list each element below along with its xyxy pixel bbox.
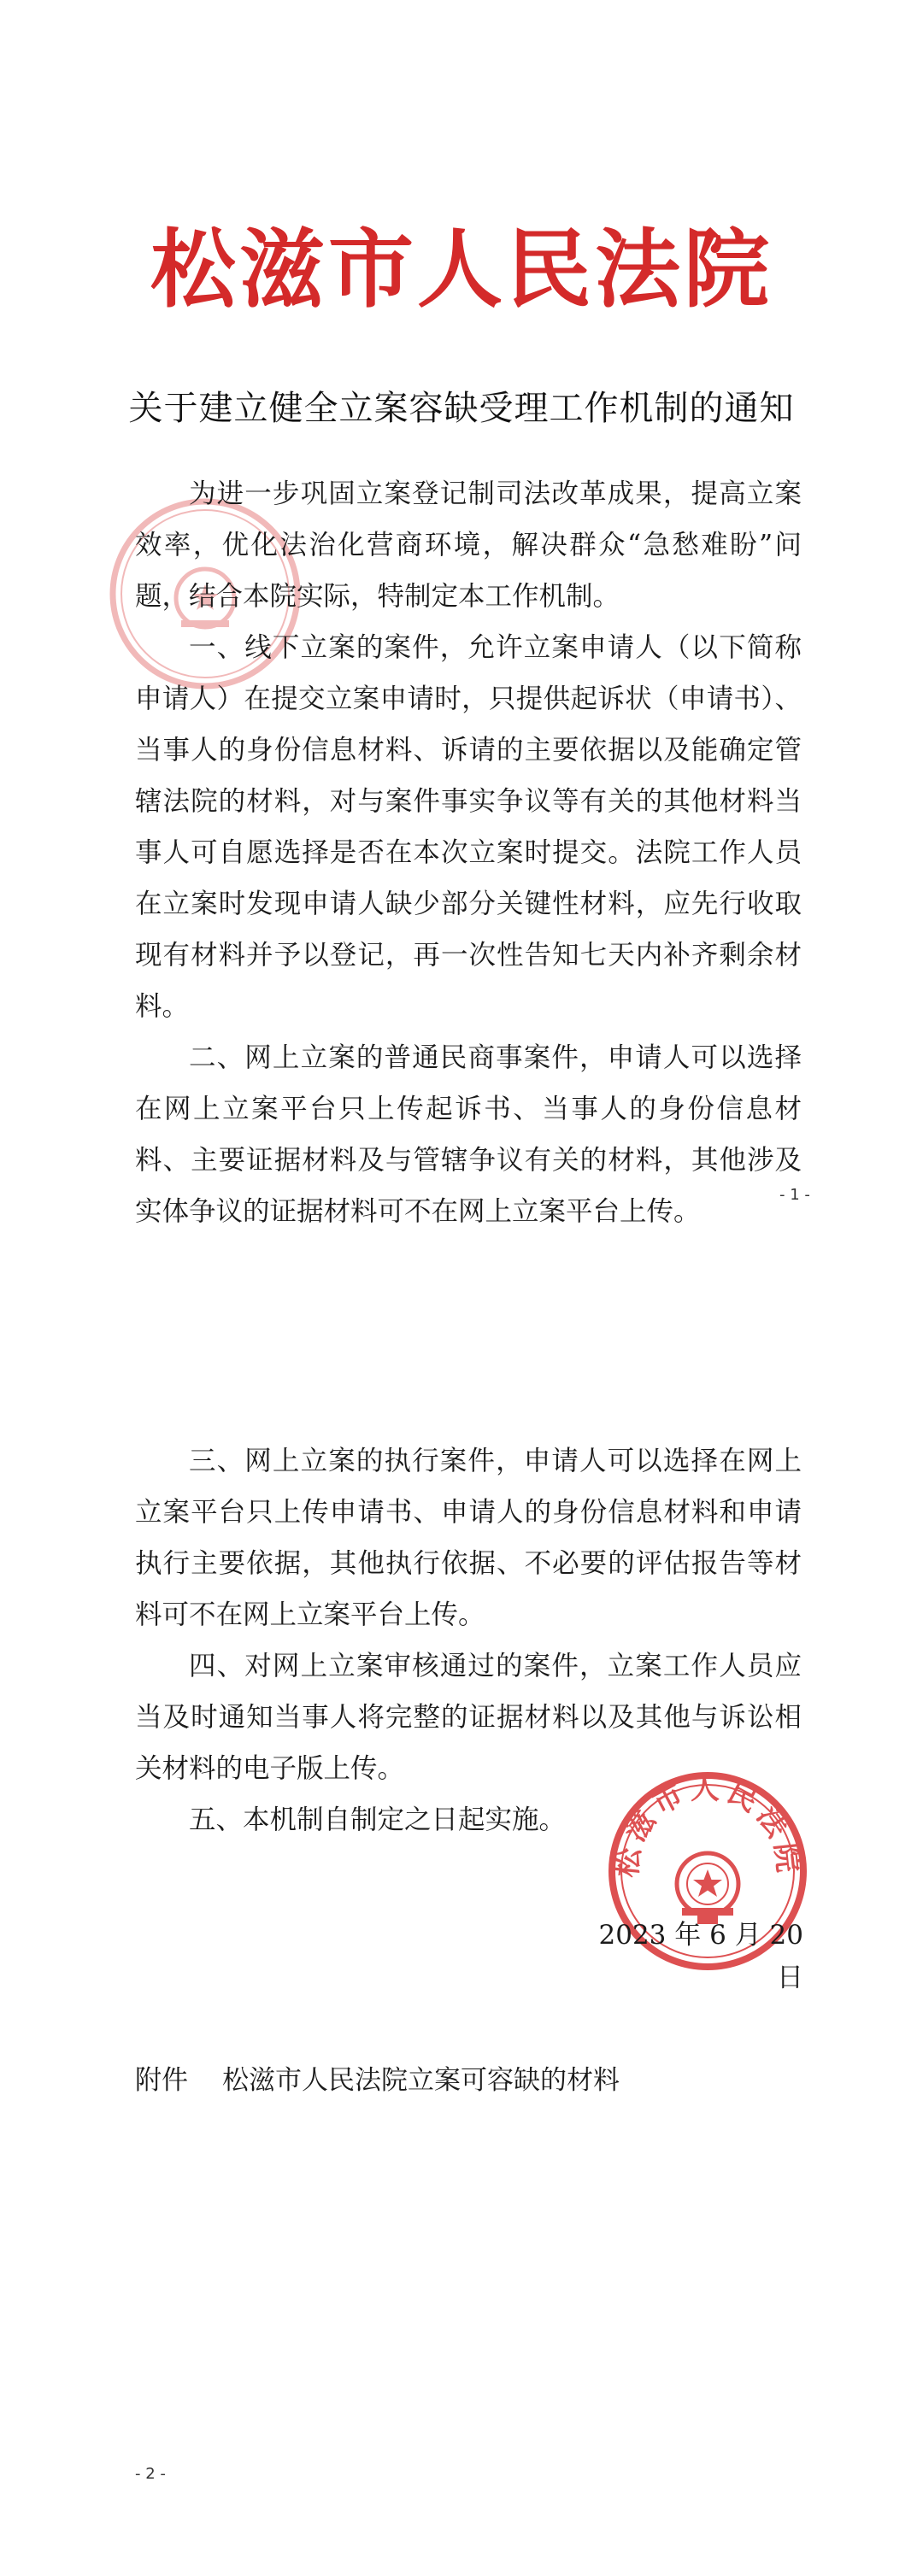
page-number-1: - 1 - <box>779 1186 810 1204</box>
seal-ring-text: 松滋市人民法院 <box>611 1774 804 1880</box>
document-title: 关于建立健全立案容缺受理工作机制的通知 <box>128 389 795 428</box>
issuing-org-header: 松滋市人民法院 <box>150 219 773 320</box>
paragraph-item-3: 三、网上立案的执行案件，申请人可以选择在网上立案平台只上传申请书、申请人的身份信息材料和申请执行主要依据，其他执行依据、不必要的评估报告等材料可不在网上立案平台上传。 <box>135 1446 802 1630</box>
page-number-2: - 2 - <box>135 2465 166 2483</box>
paragraph-item-5: 五、本机制自制定之日起实施。 <box>189 1804 567 1835</box>
page1-body <box>135 468 802 1237</box>
paragraph-intro: 为进一步巩固立案登记制司法改革成果，提高立案效率，优化法治化营商环境，解决群众“急愁难盼”问题，结合本院实际，特制定本工作机制。 <box>135 478 802 612</box>
paragraph-item-1: 一、线下立案的案件，允许立案申请人（以下简称申请人）在提交立案申请时，只提供起诉状（申请书）、当事人的身份信息材料、诉请的主要依据以及能确定管辖法院的材料，对与案件事实争议等有关的其他材料当事人可自愿选择是否在本次立案时提交。法院工作人员在立案时发现申请人缺少部分关键性材料，应先行收取现有材料并予以登记，再一次性告知七天内补齐剩余材料。 <box>135 632 802 1022</box>
paragraph-item-2: 二、网上立案的普通民商事案件，申请人可以选择在网上立案平台只上传起诉书、当事人的身份信息材料、主要证据材料及与管辖争议有关的材料，其他涉及实体争议的证据材料可不在网上立案平台上传。 <box>135 1042 802 1227</box>
paragraph-item-4: 四、对网上立案审核通过的案件，立案工作人员应当及时通知当事人将完整的证据材料以及其他与诉讼相关材料的电子版上传。 <box>135 1651 802 1784</box>
attachment-title: 松滋市人民法院立案可容缺的材料 <box>222 2065 620 2096</box>
attachment-label: 附件 <box>135 2065 188 2096</box>
issue-date: 2023 年 6 月 20 日 <box>598 1920 803 1993</box>
attachment-line <box>135 2059 802 2102</box>
